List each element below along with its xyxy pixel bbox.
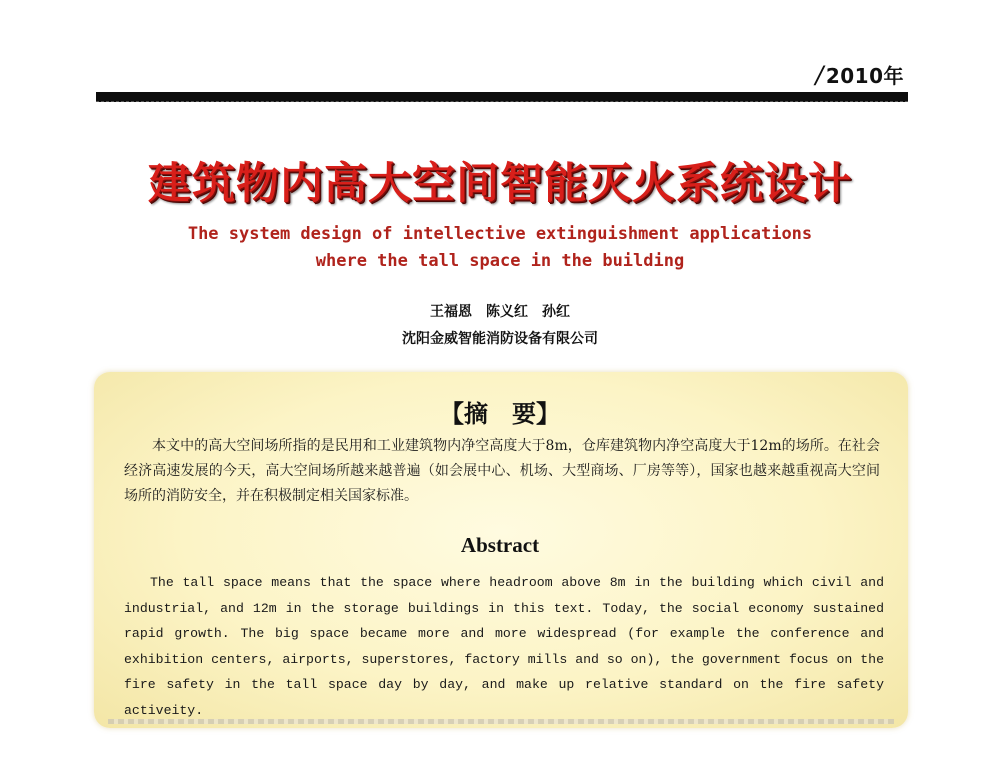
title-english: The system design of intellective extinguishment applications where the tall space in the building [187,224,813,271]
abstract-heading-english: Abstract [460,533,540,557]
slash-mark: / [815,61,824,89]
title-chinese: 建筑物内高大空间智能灭火系统设计 [148,159,852,209]
affiliation: 沈阳金威智能消防设备有限公司 [402,331,598,347]
header-rule [96,92,908,102]
abstract-text-english: The tall space means that the space where headroom above 8m in the building which civil and industrial, and 12m in the storage buildings in this text. Today, the social economy sustained rapid growth. The big space became more and more widespread (for example the conference and exhibition centers, airports, superstores, factory mills and so on), the government focus on the fire safety in the tall space day by day, and make up relative standard on the fire safety activeity. [124,575,884,718]
abstract-text-chinese: 本文中的高大空间场所指的是民用和工业建筑物内净空高度大于8m，仓库建筑物内净空高度大于12m的场所。在社会经济高速发展的今天，高大空间场所越来越普遍（如会展中心、机场、大型商场、厂房等等），国家也越来越重视高大空间场所的消防安全，并在积极制定相关国家标准。 [124,438,880,504]
abstract-heading-chinese: 【摘 要】 [440,400,560,428]
author-list: 王福恩 陈义红 孙红 [430,304,570,320]
issue-year [815,60,904,89]
issue-year-text: 2010年 [825,64,904,88]
